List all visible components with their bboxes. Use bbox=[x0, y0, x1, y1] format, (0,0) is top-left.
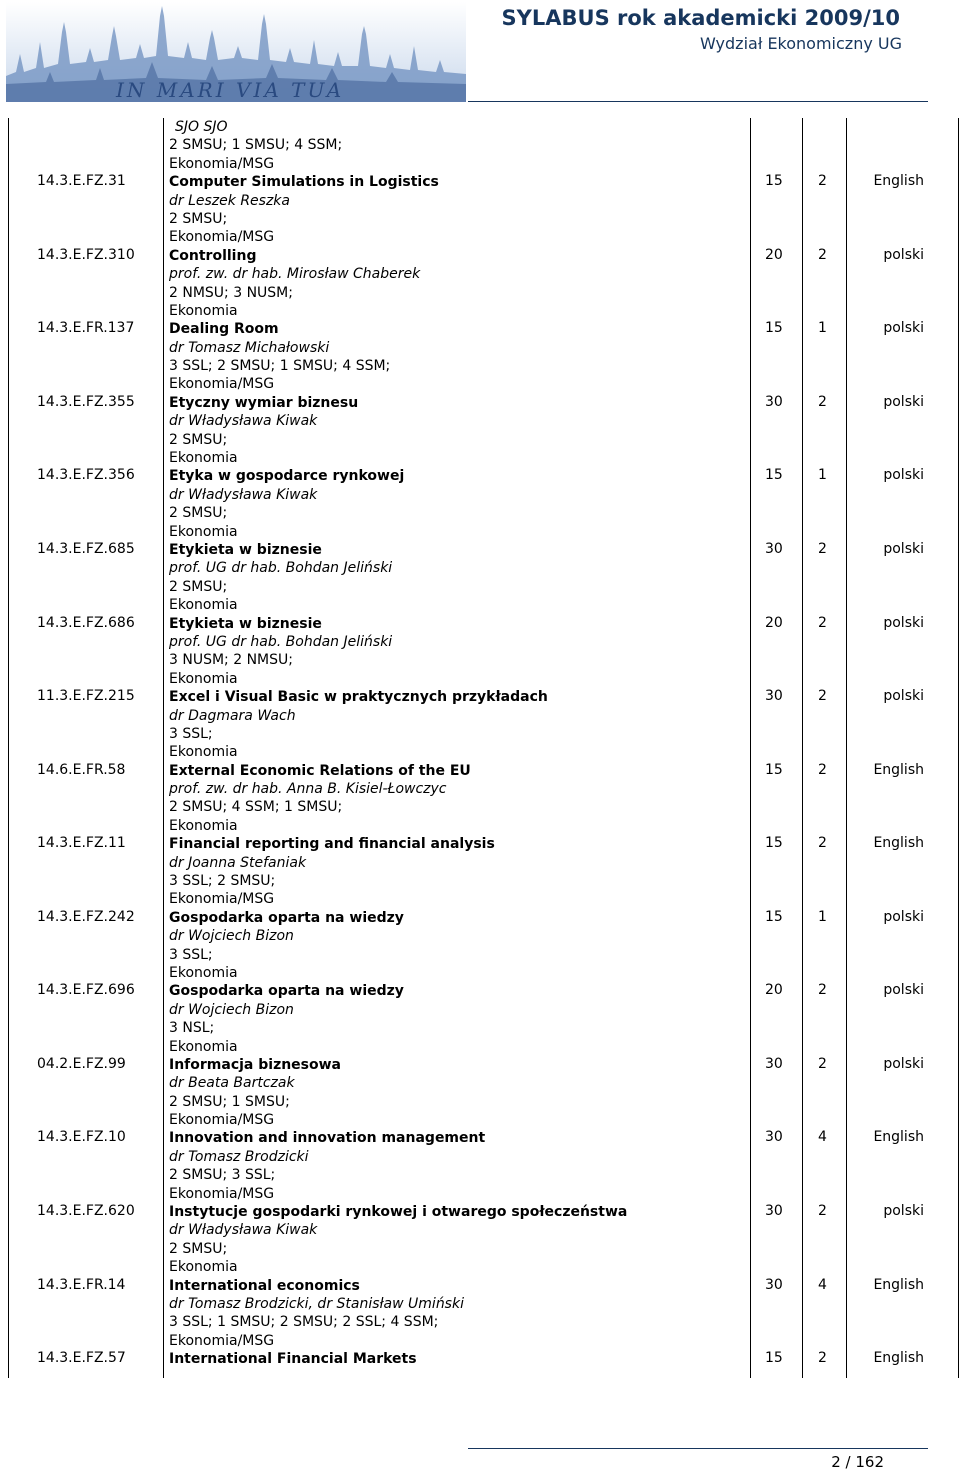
course-language: polski bbox=[883, 1055, 924, 1072]
course-lecturer: dr Wojciech Bizon bbox=[169, 928, 294, 945]
course-title: Instytucje gospodarki rynkowej i otwarego społeczeństwa bbox=[169, 1204, 628, 1221]
course-ects: 2 bbox=[818, 688, 827, 705]
header-divider bbox=[468, 101, 928, 102]
course-lecturer: dr Joanna Stefaniak bbox=[169, 854, 307, 871]
course-lecturer: dr Beata Bartczak bbox=[169, 1075, 295, 1092]
course-ects: 2 bbox=[818, 614, 827, 631]
course-faculty: Ekonomia/MSG bbox=[169, 1332, 275, 1349]
course-language: polski bbox=[883, 393, 924, 410]
course-code: 14.3.E.FZ.31 bbox=[37, 173, 126, 190]
course-title: Computer Simulations in Logistics bbox=[169, 174, 439, 191]
course-faculty: Ekonomia bbox=[169, 1038, 238, 1055]
course-language: polski bbox=[883, 320, 924, 337]
course-faculty: Ekonomia/MSG bbox=[169, 1185, 275, 1202]
course-code: 14.3.E.FZ.685 bbox=[37, 540, 135, 557]
gdansk-skyline-banner bbox=[6, 2, 466, 102]
course-groups: 3 SSL; bbox=[169, 946, 213, 963]
course-title: International Financial Markets bbox=[169, 1351, 417, 1368]
course-language: English bbox=[873, 1350, 924, 1367]
course-lecturer: dr Władysława Kiwak bbox=[169, 486, 318, 503]
course-title: Etykieta w biznesie bbox=[169, 541, 322, 558]
course-language: English bbox=[873, 835, 924, 852]
table-row bbox=[0, 982, 960, 1056]
course-groups: 2 NMSU; 3 NUSM; bbox=[169, 284, 293, 301]
course-language: polski bbox=[883, 908, 924, 925]
course-hours: 30 bbox=[765, 1276, 783, 1293]
course-groups: 2 SMSU; 4 SSM; 1 SMSU; bbox=[169, 799, 343, 816]
course-hours: 15 bbox=[765, 761, 783, 778]
page-number: 2 / 162 bbox=[831, 1453, 884, 1471]
table-row bbox=[0, 688, 960, 762]
course-groups: 2 SMSU; bbox=[169, 1240, 228, 1257]
course-faculty: Ekonomia bbox=[169, 817, 238, 834]
course-title: Etyczny wymiar biznesu bbox=[169, 394, 359, 411]
course-title: Gospodarka oparta na wiedzy bbox=[169, 909, 404, 926]
course-title: Etykieta w biznesie bbox=[169, 615, 322, 632]
table-row bbox=[0, 1056, 960, 1130]
course-language: English bbox=[873, 1129, 924, 1146]
course-hours: 15 bbox=[765, 467, 783, 484]
syllabus-title: SYLABUS rok akademicki 2009/10 bbox=[501, 6, 900, 30]
table-row bbox=[0, 247, 960, 321]
course-code: 14.3.E.FZ.356 bbox=[37, 467, 135, 484]
course-language: polski bbox=[883, 246, 924, 263]
course-hours: 15 bbox=[765, 173, 783, 190]
course-groups: 3 SSL; 2 SMSU; 1 SMSU; 4 SSM; bbox=[169, 358, 391, 375]
course-faculty: Ekonomia/MSG bbox=[169, 229, 275, 246]
course-groups: 2 SMSU; 1 SMSU; 4 SSM; bbox=[169, 137, 343, 154]
course-lecturer: dr Dagmara Wach bbox=[169, 707, 296, 724]
course-groups: 2 SMSU; bbox=[169, 431, 228, 448]
course-code: 14.3.E.FZ.686 bbox=[37, 614, 135, 631]
table-row bbox=[0, 1350, 960, 1368]
course-faculty: Ekonomia bbox=[169, 670, 238, 687]
course-ects: 1 bbox=[818, 908, 827, 925]
table-row-continuation bbox=[0, 118, 960, 173]
table-row bbox=[0, 909, 960, 983]
course-title: External Economic Relations of the EU bbox=[169, 762, 471, 779]
course-lecturer: dr Tomasz Brodzicki bbox=[169, 1148, 309, 1165]
course-groups: 3 SSL; 2 SMSU; bbox=[169, 873, 276, 890]
course-lecturer: prof. zw. dr hab. Mirosław Chaberek bbox=[169, 266, 421, 283]
course-title: Gospodarka oparta na wiedzy bbox=[169, 983, 404, 1000]
course-faculty: Ekonomia bbox=[169, 964, 238, 981]
course-hours: 15 bbox=[765, 908, 783, 925]
course-language: English bbox=[873, 1276, 924, 1293]
course-ects: 2 bbox=[818, 1350, 827, 1367]
banner-motto: IN MARI VIA TUA bbox=[116, 78, 345, 102]
course-code: 04.2.E.FZ.99 bbox=[37, 1055, 126, 1072]
course-code: 14.3.E.FR.14 bbox=[37, 1276, 126, 1293]
course-code: 14.3.E.FZ.11 bbox=[37, 835, 126, 852]
course-ects: 2 bbox=[818, 761, 827, 778]
course-ects: 2 bbox=[818, 1203, 827, 1220]
table-row bbox=[0, 1203, 960, 1277]
course-table bbox=[0, 118, 960, 1369]
course-title: Excel i Visual Basic w praktycznych przykładach bbox=[169, 689, 548, 706]
course-code: 14.3.E.FR.137 bbox=[37, 320, 135, 337]
course-lecturer: dr Wojciech Bizon bbox=[169, 1001, 294, 1018]
course-title: Dealing Room bbox=[169, 321, 279, 338]
table-row bbox=[0, 1277, 960, 1351]
page-header bbox=[0, 0, 960, 104]
course-language: English bbox=[873, 173, 924, 190]
course-groups: 3 SSL; 1 SMSU; 2 SMSU; 2 SSL; 4 SSM; bbox=[169, 1314, 439, 1331]
course-ects: 1 bbox=[818, 467, 827, 484]
course-groups: 2 SMSU; 1 SMSU; bbox=[169, 1093, 290, 1110]
course-lecturer: prof. UG dr hab. Bohdan Jeliński bbox=[169, 633, 393, 650]
course-language: polski bbox=[883, 467, 924, 484]
course-hours: 30 bbox=[765, 688, 783, 705]
course-code: 14.3.E.FZ.310 bbox=[37, 246, 135, 263]
course-ects: 4 bbox=[818, 1129, 827, 1146]
course-hours: 30 bbox=[765, 1055, 783, 1072]
course-hours: 15 bbox=[765, 1350, 783, 1367]
course-code: 14.3.E.FZ.57 bbox=[37, 1350, 126, 1367]
course-title: Innovation and innovation management bbox=[169, 1130, 486, 1147]
table-row bbox=[0, 615, 960, 689]
course-code: 14.3.E.FZ.620 bbox=[37, 1203, 135, 1220]
course-hours: 30 bbox=[765, 393, 783, 410]
table-row bbox=[0, 467, 960, 541]
course-language: polski bbox=[883, 1203, 924, 1220]
table-row bbox=[0, 762, 960, 836]
course-code: 14.3.E.FZ.242 bbox=[37, 908, 135, 925]
course-faculty: Ekonomia bbox=[169, 302, 238, 319]
course-lecturer: dr Władysława Kiwak bbox=[169, 1222, 318, 1239]
course-hours: 20 bbox=[765, 982, 783, 999]
course-groups: 2 SMSU; bbox=[169, 505, 228, 522]
course-ects: 2 bbox=[818, 982, 827, 999]
course-faculty: Ekonomia/MSG bbox=[169, 376, 275, 393]
table-row bbox=[0, 835, 960, 909]
course-title: Informacja biznesowa bbox=[169, 1056, 342, 1073]
course-hours: 20 bbox=[765, 614, 783, 631]
course-groups: 2 SMSU; bbox=[169, 578, 228, 595]
course-language: polski bbox=[883, 982, 924, 999]
course-ects: 1 bbox=[818, 320, 827, 337]
course-language: English bbox=[873, 761, 924, 778]
course-lecturer: dr Władysława Kiwak bbox=[169, 413, 318, 430]
course-faculty: Ekonomia/MSG bbox=[169, 1112, 275, 1129]
course-lecturer: dr Leszek Reszka bbox=[169, 192, 290, 209]
course-lecturer: SJO SJO bbox=[175, 119, 228, 135]
course-groups: 3 NSL; bbox=[169, 1020, 215, 1037]
course-hours: 15 bbox=[765, 835, 783, 852]
course-lecturer: dr Tomasz Brodzicki, dr Stanisław Umiński bbox=[169, 1296, 464, 1312]
course-ects: 4 bbox=[818, 1276, 827, 1293]
course-groups: 3 SSL; bbox=[169, 725, 213, 742]
course-lecturer: prof. UG dr hab. Bohdan Jeliński bbox=[169, 560, 393, 577]
course-ects: 2 bbox=[818, 246, 827, 263]
table-row bbox=[0, 1129, 960, 1203]
course-rows bbox=[0, 173, 960, 1368]
table-row bbox=[0, 541, 960, 615]
course-faculty: Ekonomia bbox=[169, 450, 238, 467]
course-ects: 2 bbox=[818, 1055, 827, 1072]
table-row bbox=[0, 394, 960, 468]
course-language: polski bbox=[883, 540, 924, 557]
course-ects: 2 bbox=[818, 393, 827, 410]
course-groups: 2 SMSU; 3 SSL; bbox=[169, 1167, 276, 1184]
course-ects: 2 bbox=[818, 835, 827, 852]
course-faculty: Ekonomia/MSG bbox=[169, 155, 275, 172]
course-code: 14.3.E.FZ.696 bbox=[37, 982, 135, 999]
course-hours: 30 bbox=[765, 1129, 783, 1146]
course-ects: 2 bbox=[818, 540, 827, 557]
table-row bbox=[0, 320, 960, 394]
course-title: Financial reporting and financial analysis bbox=[169, 836, 495, 853]
course-ects: 2 bbox=[818, 173, 827, 190]
course-lecturer: dr Tomasz Michałowski bbox=[169, 339, 330, 356]
course-code: 14.6.E.FR.58 bbox=[37, 761, 126, 778]
course-faculty: Ekonomia bbox=[169, 1259, 238, 1276]
course-code: 14.3.E.FZ.10 bbox=[37, 1129, 126, 1146]
course-title: Etyka w gospodarce rynkowej bbox=[169, 468, 405, 485]
course-code: 14.3.E.FZ.355 bbox=[37, 393, 135, 410]
course-groups: 2 SMSU; bbox=[169, 210, 228, 227]
course-faculty: Ekonomia bbox=[169, 523, 238, 540]
faculty-subtitle: Wydział Ekonomiczny UG bbox=[700, 34, 902, 53]
course-hours: 30 bbox=[765, 1203, 783, 1220]
course-hours: 15 bbox=[765, 320, 783, 337]
course-language: polski bbox=[883, 614, 924, 631]
course-language: polski bbox=[883, 688, 924, 705]
footer-divider bbox=[468, 1448, 928, 1449]
course-code: 11.3.E.FZ.215 bbox=[37, 688, 135, 705]
course-groups: 3 NUSM; 2 NMSU; bbox=[169, 652, 293, 669]
course-title: International economics bbox=[169, 1277, 360, 1294]
course-hours: 30 bbox=[765, 540, 783, 557]
course-faculty: Ekonomia bbox=[169, 744, 238, 761]
course-title: Controlling bbox=[169, 247, 257, 264]
course-lecturer: prof. zw. dr hab. Anna B. Kisiel-Łowczyc bbox=[169, 781, 447, 798]
table-row bbox=[0, 173, 960, 247]
course-faculty: Ekonomia bbox=[169, 597, 238, 614]
course-faculty: Ekonomia/MSG bbox=[169, 891, 275, 908]
course-hours: 20 bbox=[765, 246, 783, 263]
